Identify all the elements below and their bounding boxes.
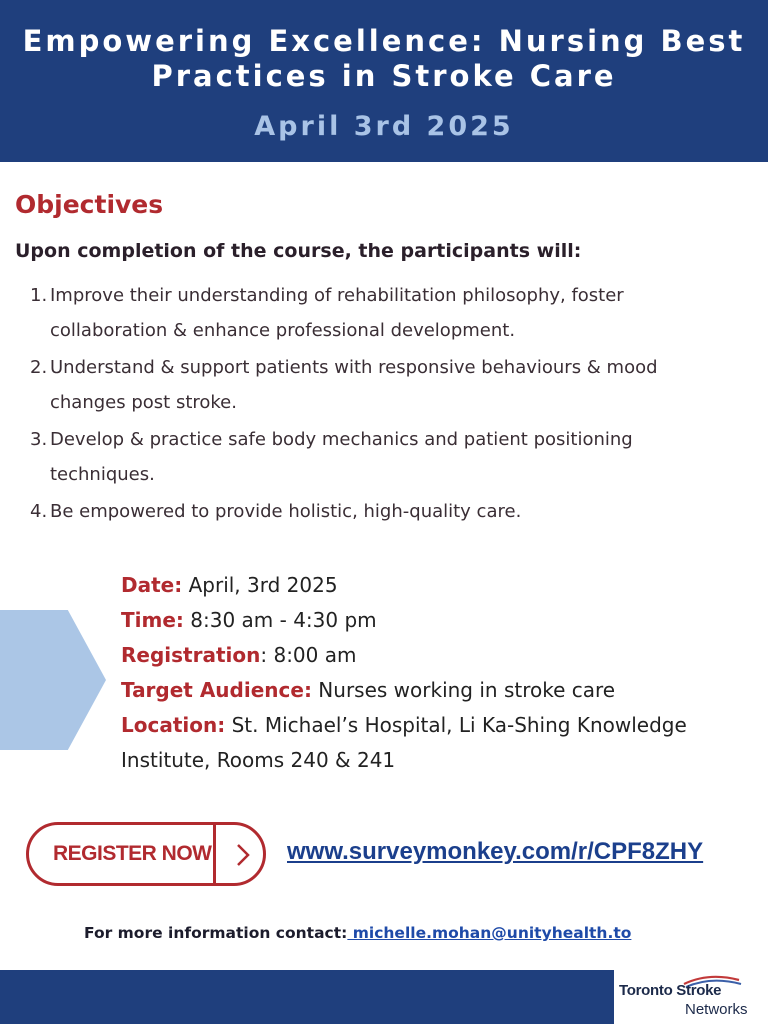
register-now-label: REGISTER NOW <box>53 842 212 865</box>
location-label: Location <box>121 713 218 737</box>
objective-item <box>0 278 730 348</box>
footer-bar <box>0 970 614 1024</box>
page-title <box>0 24 768 94</box>
contact-prefix: For more information contact: <box>84 924 348 942</box>
detail-row-date: Date: April, 3rd 2025 <box>121 573 338 597</box>
objectives-heading: Objectives <box>15 190 164 219</box>
date-value: April, 3rd 2025 <box>182 573 338 597</box>
objectives-intro: Upon completion of the course, the participants will: <box>15 240 582 262</box>
objective-number: 4. <box>30 501 48 522</box>
audience-value: Nurses working in stroke care <box>311 678 616 702</box>
time-label: Time <box>121 608 176 632</box>
title-line-2: Practices in Stroke Care <box>151 59 617 93</box>
objective-text-line-2: techniques. <box>50 464 155 485</box>
objective-item <box>0 350 730 420</box>
header-banner <box>0 0 768 162</box>
title-line-1: Empowering Excellence: Nursing Best <box>22 24 746 58</box>
objective-number: 1. <box>30 285 48 306</box>
objective-item <box>0 494 730 529</box>
logo-text-line-1: Toronto Stroke <box>619 982 722 999</box>
objective-text-line-1: Develop & practice safe body mechanics and patient positioning <box>50 429 633 450</box>
objective-number: 3. <box>30 429 48 450</box>
logo-text-line-2: Networks <box>685 1001 748 1018</box>
registration-value: 8:00 am <box>267 643 357 667</box>
registration-label: Registration <box>121 643 261 667</box>
register-now-button[interactable] <box>26 822 266 886</box>
event-details <box>121 568 741 778</box>
objectives-list <box>0 278 760 531</box>
audience-label: Target Audience <box>121 678 304 702</box>
detail-row-registration: Registration: 8:00 am <box>121 643 357 667</box>
time-value: 8:30 am - 4:30 pm <box>183 608 377 632</box>
detail-row-audience: Target Audience: Nurses working in stroke care <box>121 678 616 702</box>
objective-text-line-2: collaboration & enhance professional development. <box>50 320 516 341</box>
objective-number: 2. <box>30 357 48 378</box>
date-label: Date <box>121 573 175 597</box>
objective-text-line-1: Understand & support patients with responsive behaviours & mood <box>50 357 658 378</box>
detail-row-location: Location: St. Michael’s Hospital, Li Ka-Shing Knowledge Institute, Rooms 240 & 241 <box>121 713 687 772</box>
event-date-heading: April 3rd 2025 <box>254 111 514 142</box>
objective-text-line-1: Improve their understanding of rehabilitation philosophy, foster <box>50 285 624 306</box>
registration-url-link[interactable]: www.surveymonkey.com/r/CPF8ZHY <box>287 838 704 865</box>
contact-info <box>84 924 631 942</box>
detail-row-time: Time: 8:30 am - 4:30 pm <box>121 608 377 632</box>
button-divider <box>213 822 216 886</box>
objective-text-line-2: changes post stroke. <box>50 392 237 413</box>
chevron-right-icon <box>229 841 255 869</box>
objective-text-line-1: Be empowered to provide holistic, high-quality care. <box>50 501 522 522</box>
toronto-stroke-networks-logo <box>614 970 768 1024</box>
contact-email-link[interactable]: michelle.mohan@unityhealth.to <box>347 924 632 942</box>
location-value: St. Michael’s Hospital, Li Ka-Shing Knowledge Institute, Rooms 240 & 241 <box>121 713 687 772</box>
decorative-arrow-shape <box>0 610 106 750</box>
objective-item <box>0 422 730 492</box>
